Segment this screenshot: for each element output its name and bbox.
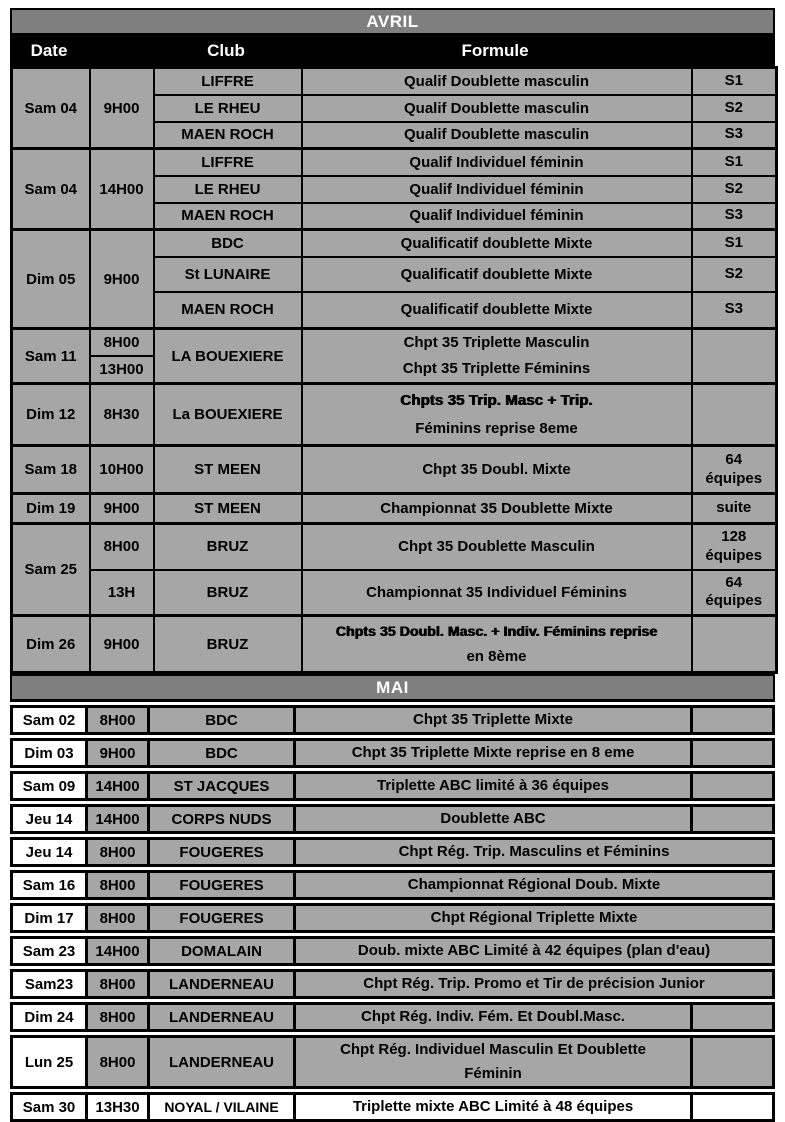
mai-row: [10, 804, 775, 834]
club-cell: LE RHEU: [154, 95, 302, 122]
date-cell: Jeu 14: [13, 840, 88, 864]
club-cell: MAEN ROCH: [154, 292, 302, 329]
club-cell: BRUZ: [154, 570, 302, 616]
club-cell: BDC: [154, 230, 302, 257]
club-cell: St LUNAIRE: [154, 257, 302, 292]
note-cell: 64 équipes: [692, 446, 777, 494]
formule-cell: Qualif Doublette masculin: [302, 122, 692, 149]
club-cell: La BOUEXIERE: [154, 384, 302, 446]
club-cell: ST MEEN: [154, 446, 302, 494]
note-cell: S3: [692, 292, 777, 329]
club-cell: LIFFRE: [154, 149, 302, 176]
formule-cell: Qualif Doublette masculin: [302, 68, 692, 95]
date-cell: Lun 25: [13, 1038, 88, 1086]
mai-row: [10, 837, 775, 867]
formule-cell: Qualif Doublette masculin: [302, 95, 692, 122]
time-cell: 8H00: [88, 906, 150, 930]
formule-line: Chpts 35 Doubl. Masc. + Indiv. Féminins reprise: [335, 623, 658, 639]
date-cell: Sam 30: [13, 1095, 88, 1119]
note-cell: 64 équipes: [692, 570, 777, 616]
formule-cell: Chpt 35 Triplette Mixte reprise en 8 eme: [351, 744, 635, 761]
formule-cell: Chpt 35 Doublette Masculin: [302, 524, 692, 570]
date-cell: Dim 19: [12, 494, 90, 524]
club-cell: MAEN ROCH: [154, 122, 302, 149]
mai-section: [10, 705, 775, 1122]
formule-cell: [302, 329, 692, 384]
formule-cell: Chpt 35 Doubl. Mixte: [302, 446, 692, 494]
time-cell: 13H30: [88, 1095, 150, 1119]
formule-cell: Qualif Individuel féminin: [302, 149, 692, 176]
club-cell: BDC: [150, 708, 296, 732]
date-cell: Dim 05: [12, 230, 90, 329]
note-cell: S2: [692, 176, 777, 203]
month-band-mai: [10, 674, 775, 702]
date-cell: Sam 04: [12, 149, 90, 230]
mai-row: [10, 1092, 775, 1122]
formule-cell: Qualificatif doublette Mixte: [302, 292, 692, 329]
mai-row: [10, 705, 775, 735]
date-cell: Sam 23: [13, 939, 88, 963]
club-cell: FOUGERES: [150, 840, 296, 864]
club-cell: LANDERNEAU: [150, 1005, 296, 1029]
time-cell: 9H00: [90, 616, 154, 673]
formule-line: Féminin: [464, 1065, 522, 1082]
mai-row: [10, 936, 775, 966]
note-cell: [690, 774, 772, 798]
time-cell: 9H00: [88, 741, 150, 765]
formule-cell: [302, 616, 692, 673]
formule-line: Chpts 35 Trip. Masc + Trip.: [400, 391, 593, 409]
note-cell: S2: [692, 95, 777, 122]
time-cell: 8H00: [88, 972, 150, 996]
date-cell: Sam 04: [12, 68, 90, 149]
club-cell: MAEN ROCH: [154, 203, 302, 230]
note-cell: [690, 807, 772, 831]
time-cell: 9H00: [90, 494, 154, 524]
formule-cell: Doublette ABC: [440, 810, 546, 827]
mai-row: [10, 771, 775, 801]
time-cell: 8H00: [88, 1005, 150, 1029]
note-cell: S1: [692, 149, 777, 176]
date-cell: Sam 18: [12, 446, 90, 494]
note-cell: [692, 384, 777, 446]
time-cell: 10H00: [90, 446, 154, 494]
note-cell: S3: [692, 122, 777, 149]
date-cell: Dim 24: [13, 1005, 88, 1029]
formule-cell: Chpt Régional Triplette Mixte: [430, 909, 638, 926]
time-cell: 9H00: [90, 230, 154, 329]
month-title-avril: AVRIL: [366, 11, 419, 31]
formule-line: Féminins reprise 8eme: [415, 419, 578, 437]
formule-cell: [296, 1038, 690, 1086]
formule-cell: Chpt Rég. Trip. Promo et Tir de précision Junior: [363, 975, 705, 992]
time-cell: 14H00: [88, 774, 150, 798]
formule-cell: Chpt Rég. Indiv. Fém. Et Doubl.Masc.: [361, 1008, 625, 1025]
time-cell: 13H00: [90, 356, 154, 384]
formule-cell: Qualificatif doublette Mixte: [302, 230, 692, 257]
formule-line: Chpt Rég. Individuel Masculin Et Doublette: [340, 1041, 646, 1058]
formule-cell: Triplette ABC limité à 36 équipes: [376, 777, 609, 794]
time-cell: 8H00: [88, 873, 150, 897]
formule-cell: Triplette mixte ABC Limité à 48 équipes: [296, 1095, 690, 1119]
formule-line: Chpt 35 Triplette Féminins: [402, 360, 591, 377]
date-cell: Sam 09: [13, 774, 88, 798]
note-cell: suite: [692, 494, 777, 524]
month-title-mai: MAI: [376, 677, 409, 697]
mai-row: [10, 903, 775, 933]
formule-cell: Championnat Régional Doub. Mixte: [407, 876, 661, 893]
formule-cell: Qualif Individuel féminin: [302, 203, 692, 230]
date-cell: Sam23: [13, 972, 88, 996]
time-cell: 14H00: [88, 807, 150, 831]
formule-cell: Chpt Rég. Trip. Masculins et Féminins: [398, 843, 670, 860]
note-cell: S1: [692, 230, 777, 257]
date-cell: Sam 16: [13, 873, 88, 897]
time-cell: 14H00: [88, 939, 150, 963]
club-cell: FOUGERES: [150, 873, 296, 897]
time-cell: 8H00: [90, 329, 154, 357]
note-cell: S1: [692, 68, 777, 95]
time-cell: 8H00: [88, 708, 150, 732]
note-cell: [692, 616, 777, 673]
time-cell: 8H30: [90, 384, 154, 446]
note-cell: S2: [692, 257, 777, 292]
mai-row: [10, 738, 775, 768]
formule-cell: Doub. mixte ABC Limité à 42 équipes (plan d'eau): [357, 942, 711, 959]
note-cell: [690, 1095, 772, 1119]
formule-cell: Championnat 35 Doublette Mixte: [302, 494, 692, 524]
mai-row: [10, 870, 775, 900]
time-cell: 8H00: [90, 524, 154, 570]
club-cell: CORPS NUDS: [150, 807, 296, 831]
avril-table: [10, 66, 778, 674]
formule-cell: Championnat 35 Individuel Féminins: [302, 570, 692, 616]
column-header-bar: [10, 36, 775, 66]
formule-cell: Qualif Individuel féminin: [302, 176, 692, 203]
time-cell: 8H00: [88, 1038, 150, 1086]
time-cell: 8H00: [88, 840, 150, 864]
note-cell: [690, 741, 772, 765]
club-cell: LA BOUEXIERE: [154, 329, 302, 384]
date-cell: Dim 17: [13, 906, 88, 930]
date-cell: Sam 02: [13, 708, 88, 732]
note-cell: [690, 1038, 772, 1086]
club-cell: LIFFRE: [154, 68, 302, 95]
note-cell: [690, 1005, 772, 1029]
club-cell: BRUZ: [154, 524, 302, 570]
mai-row: [10, 1035, 775, 1089]
club-cell: DOMALAIN: [150, 939, 296, 963]
date-cell: Jeu 14: [13, 807, 88, 831]
club-cell: ST JACQUES: [150, 774, 296, 798]
club-cell: ST MEEN: [154, 494, 302, 524]
club-cell: LANDERNEAU: [150, 972, 296, 996]
date-cell: Sam 11: [12, 329, 90, 384]
date-cell: Sam 25: [12, 524, 90, 616]
note-cell: [690, 708, 772, 732]
formule-line: en 8ème: [466, 648, 527, 665]
club-cell: BDC: [150, 741, 296, 765]
formule-line: Chpt 35 Triplette Masculin: [403, 334, 590, 351]
header-club: Club: [207, 41, 245, 60]
date-cell: Dim 03: [13, 741, 88, 765]
formule-cell: Qualificatif doublette Mixte: [302, 257, 692, 292]
date-cell: Dim 26: [12, 616, 90, 673]
note-cell: S3: [692, 203, 777, 230]
month-band-avril: [10, 8, 775, 36]
time-cell: 13H: [90, 570, 154, 616]
header-date: Date: [30, 41, 68, 60]
club-cell: NOYAL / VILAINE: [150, 1095, 296, 1119]
club-cell: LANDERNEAU: [150, 1038, 296, 1086]
formule-cell: Chpt 35 Triplette Mixte: [412, 711, 574, 728]
time-cell: 9H00: [90, 68, 154, 149]
note-cell: 128 équipes: [692, 524, 777, 570]
time-cell: 14H00: [90, 149, 154, 230]
club-cell: FOUGERES: [150, 906, 296, 930]
date-cell: Dim 12: [12, 384, 90, 446]
club-cell: BRUZ: [154, 616, 302, 673]
header-formule: Formule: [461, 41, 529, 60]
mai-row: [10, 969, 775, 999]
club-cell: LE RHEU: [154, 176, 302, 203]
formule-cell: [302, 384, 692, 446]
mai-row: [10, 1002, 775, 1032]
note-cell: [692, 329, 777, 384]
